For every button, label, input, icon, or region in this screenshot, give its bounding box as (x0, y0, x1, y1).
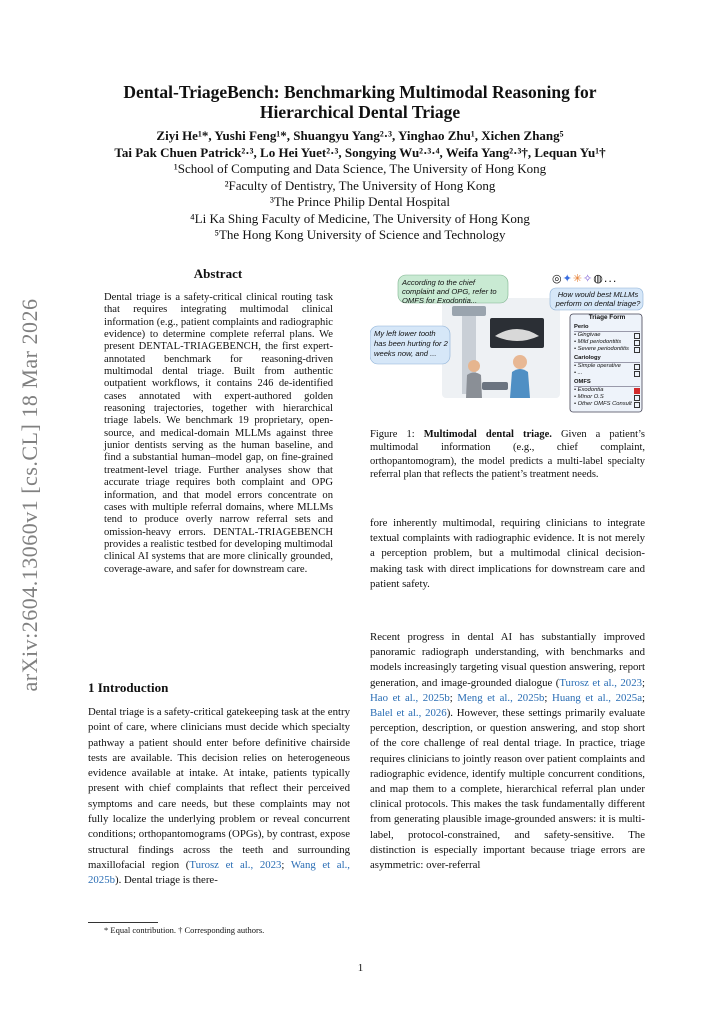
paper-title: Dental-TriageBench: Benchmarking Multimodal Reasoning for Hierarchical Dental Triage (123, 82, 597, 122)
citation-link[interactable]: Turosz et al., 2023 (189, 858, 282, 871)
footnote: * Equal contribution. † Corresponding authors. (104, 925, 265, 935)
caption-text: Given a patient’s multimodal information (e.g., chief complaint, orthopantomogram), the model predicts a multi-label specialty referral plan that reflects the patient’s treatment needs. (370, 429, 645, 481)
form-section-heading: Perio (574, 324, 640, 332)
affiliation-1: ¹School of Computing and Data Science, The University of Hong Kong (173, 161, 547, 176)
right-para2-text-a: Recent progress in dental AI has substantially improved panoramic radiograph understanding, with benchmarks and models increasingly targeting visual question answering, report generation, and image-grounded dialogue ( (370, 631, 645, 689)
citation-link[interactable]: Turosz et al., 2023 (559, 676, 642, 689)
page-number: 1 (357, 962, 364, 974)
patient-icon (468, 360, 480, 372)
intro-text-b: ). Dental triage is there- (115, 874, 218, 887)
affiliation-3: ³The Prince Philip Dental Hospital (269, 194, 451, 209)
right-paragraph-1: fore inherently multimodal, requiring clinicians to integrate textual complaints with radiographic evidence. It is not merely a perception problem, but a multimodal clinical decision-making task with direct implications for downstream care and patient safety. (370, 517, 645, 590)
form-option-label: • Mild periodontitis (574, 338, 622, 345)
authors-line-2: Tai Pak Chuen Patrick²·³, Lo Hei Yuet²·³, Songying Wu²·³·⁴, Weifa Yang²·³†, Lequan Yu¹† (114, 144, 606, 160)
form-option-label: • Exodontia (574, 386, 604, 393)
right-para2-text-b: ). However, these settings primarily evaluate perception, description, or question answering, and stop short of the core challenge of real dental triage. In practice, triage requires clinicians to jointly reason over patient complaints and radiographic evidence, identify multiple concurrent conditions, and map them to a complete, hierarchical referral plan under clinical protocols. This makes the task fundamentally different from generating plausible image-grounded answers: it is multi-label, protocol-constrained, and safety-sensitive. The distinction is especially important because triage errors are asymmetric: over-referral (370, 707, 645, 872)
checked-checkbox-icon[interactable] (634, 388, 640, 394)
citation-link[interactable]: Huang et al., 2025a (552, 691, 642, 704)
section-heading-introduction: 1 Introduction (88, 680, 169, 695)
affiliation-4: ⁴Li Ka Shing Faculty of Medicine, The University of Hong Kong (190, 210, 530, 226)
affiliation-2: ²Faculty of Dentistry, The University of Hong Kong (224, 177, 496, 193)
authors-line-1: Ziyi He¹*, Yushi Feng¹*, Shuangyu Yang²·³, Yinghao Zhu¹, Xichen Zhang⁵ (156, 128, 564, 143)
checkbox-icon[interactable] (634, 395, 640, 401)
form-option-label: • Severe periodontitis (574, 345, 629, 352)
triage-form-content (574, 315, 640, 408)
form-checkbox-row (574, 339, 640, 346)
figure-1 (370, 270, 645, 414)
doctor-icon (513, 355, 527, 369)
checkbox-icon[interactable] (634, 402, 640, 408)
checkbox-icon[interactable] (634, 333, 640, 339)
form-option-label: • Other OMFS Consult (574, 400, 632, 407)
dental-chair-icon (482, 382, 508, 390)
footnote-rule (88, 922, 158, 923)
checkbox-icon[interactable] (634, 340, 640, 346)
citation-link[interactable]: Balel et al., 2026 (370, 707, 447, 720)
caption-bold: Multimodal dental triage. (423, 429, 552, 440)
question-bubble-text: How would best MLLMs perform on dental triage? (555, 290, 641, 308)
arxiv-stamp (8, 285, 52, 705)
intro-text-a: Dental triage is a safety-critical gatekeeping task at the entry point of care, where clinicians must decide which specialty pathway a patient should enter before definitive chairside tests are available. This decision relies on heterogeneous evidence available at intake. At intake, patients typically present with chief complaints that reflect their perceived symptoms and care needs, but these complaints may not fully localize the underlying problem or reveal concurrent conditions; orthopantomograms (OPGs), by contrast, expose structural findings across the teeth and surrounding maxillofacial region ( (88, 706, 350, 871)
triage-form-sections (574, 324, 640, 408)
right-paragraph-2: Recent progress in dental AI has substantially improved panoramic radiograph understanding, with benchmarks and models increasingly targeting visual question answering, report generation, and image-grounded dialogue (Turosz et al., 2023; Hao et al., 2025b; Meng et al., 2025b; Huang et al., 2025a; Balel et al., 2026). However, these settings primarily evaluate perception, description, or question answering, and stop short of the core challenge of real dental triage. In practice, triage requires clinicians to jointly reason over patient complaints and radiographic evidence, identify multiple concurrent conditions, and map them to a complete, hierarchical referral plan under clinical protocols. This makes the task fundamentally different from generating plausible image-grounded answers: it is multi-label, protocol-constrained, and safety-sensitive. The distinction is especially important because triage errors are asymmetric: over-referral (370, 631, 645, 872)
checkbox-icon[interactable] (634, 347, 640, 353)
form-section-heading: OMFS (574, 379, 640, 387)
intro-paragraph (88, 705, 350, 889)
caption-label: Figure 1: (370, 429, 424, 440)
patient-bubble-text: My left lower tooth has been hurting for 2 weeks now, and ... (374, 329, 448, 358)
affiliation-5: ⁵The Hong Kong University of Science and Technology (214, 227, 506, 242)
checkbox-icon[interactable] (634, 371, 640, 377)
form-option-label: • Minor O.S (574, 393, 604, 400)
arxiv-stamp-text: arXiv:2604.13060v1 [cs.CL] 18 Mar 2026 (17, 298, 42, 692)
checkbox-icon[interactable] (634, 364, 640, 370)
model-logo-icon: ◎ (552, 272, 563, 285)
form-section-heading: Cariology (574, 355, 640, 363)
intro-sep: ; (281, 858, 291, 871)
form-checkbox-row (574, 363, 640, 370)
abstract-body: Dental triage is a safety-critical clinical routing task that requires integrating multimodal clinical information (e.g., patient complaints and radiographic evidence) to determine complete referral plans. We present DENTAL-TRIAGEBENCH, the first expert-annotated benchmark for reasoning-driven multimodal dental triage. Built from authentic outpatient workflows, it contains 246 de-identified cases annotated with expert-authored golden reasoning trajectories, together with hierarchical triage labels. We benchmark 19 proprietary, open-source, and medical-domain MLLMs against three junior dentists serving as the human baseline, and find a substantial human–model gap, on fine-grained treatment-level triage. Further analyses show that accurate triage requires both complaint and OPG information, and that model errors concentrate on cases with multiple referral domains, where MLLMs tend to produce overly narrow referral sets and omission-heavy errors. DENTAL-TRIAGEBENCH provides a realistic testbed for developing multimodal clinical AI systems that are more clinically grounded, coverage-aware, and safer for downstream care. (104, 292, 333, 575)
doctor-bubble-text: According to the chief complaint and OPG, refer to OMFS for Exodontia... (402, 278, 497, 305)
citation-link[interactable]: Meng et al., 2025b (457, 691, 545, 704)
model-logo-icon: ✦ (562, 272, 573, 285)
figure-caption (370, 428, 645, 482)
abstract-heading: Abstract (193, 266, 243, 281)
form-option-label: • Simple operative (574, 362, 621, 369)
form-checkbox-row (574, 394, 640, 401)
form-option-label: • Gingivae (574, 331, 601, 338)
citation-link[interactable]: Hao et al., 2025b (370, 691, 450, 704)
author-block (70, 128, 650, 244)
form-checkbox-row (574, 332, 640, 339)
model-logo-icon: ✧ (583, 272, 594, 285)
citation-link[interactable]: Wang et al., 2025b (88, 858, 350, 887)
model-logo-icon: ✳ (572, 272, 584, 285)
model-logo-icon: ◍ (593, 272, 604, 285)
model-more-icon: ... (603, 272, 618, 285)
triage-form-title: Triage Form (588, 314, 626, 321)
form-checkbox-row (574, 387, 640, 394)
model-icons (552, 272, 617, 285)
form-checkbox-row (574, 401, 640, 408)
form-option-label: • ... (574, 369, 583, 376)
form-checkbox-row (574, 346, 640, 353)
form-checkbox-row (574, 370, 640, 377)
